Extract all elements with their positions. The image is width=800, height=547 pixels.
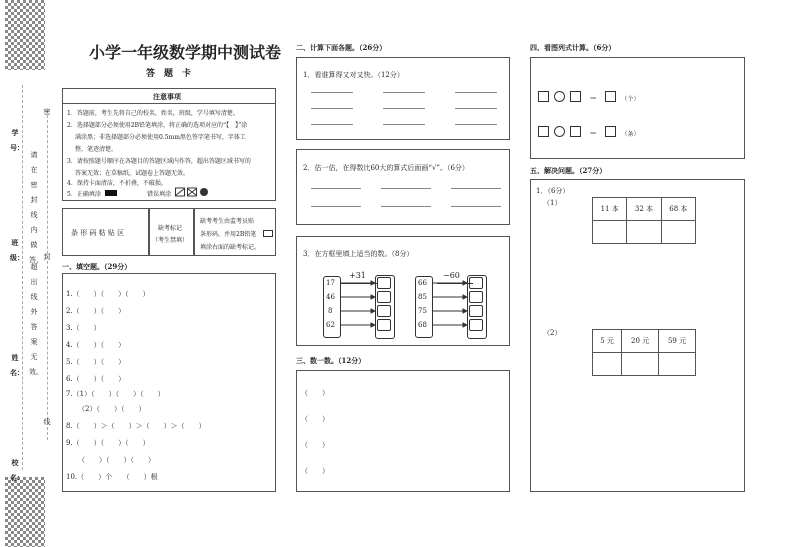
section1-title: 一、填空题。（29分） [62, 262, 132, 271]
q2-instruction: 2．估一估，在得数比60大的算式后面画“√”。（6分） [303, 164, 469, 172]
top-pattern-stripe [5, 0, 45, 70]
section4-title: 四、看图列式计算。（6分） [530, 43, 616, 52]
name-label: 姓名： [10, 353, 24, 377]
answer-box[interactable] [469, 291, 483, 303]
seal-char-xian: 线 [43, 418, 51, 426]
answer-box[interactable] [377, 277, 391, 289]
answer-box[interactable] [469, 305, 483, 317]
equals-sign: ＝ [589, 94, 598, 103]
table-cell: 20 元 [622, 330, 659, 353]
correct-fill-mark-icon [105, 190, 117, 196]
answer-box[interactable] [469, 319, 483, 331]
table-cell: 32 本 [627, 198, 661, 221]
section3-answer-box [296, 370, 510, 492]
group1-input-value: 8 [328, 307, 333, 315]
seal-char-feng: 封 [43, 253, 51, 261]
fill-blank-row[interactable]: 1.（ ）（ ）（ ） [66, 290, 150, 298]
group2-operator: −60 [443, 271, 460, 280]
fill-blank-row[interactable]: 4.（ ）（ ） [66, 341, 126, 349]
group1-arrows-icon [339, 276, 375, 336]
notice-item: 4．保持卡面清洁，不折叠，不破损。 [67, 180, 167, 187]
seal-char-mi: 密 [43, 108, 51, 116]
q1-instruction: 1．看谁算得又对又快。（12分） [303, 71, 404, 79]
fill-blank-row[interactable]: （ ）（ ）（ ） [78, 456, 155, 464]
school-label: 校名： [10, 458, 24, 482]
section1-answer-box [62, 273, 276, 492]
section2-q3-box [296, 236, 510, 346]
barcode-paste-area [62, 208, 149, 256]
sub-question-1: （1） [543, 199, 562, 207]
fill-blank-row[interactable]: 2.（ ）（ ） [66, 307, 126, 315]
fill-blank-row[interactable]: 3.（ ） [66, 324, 101, 332]
fill-wrong-label: 错误填涂 [147, 191, 172, 198]
section2-q1-box [296, 57, 510, 140]
notice-item: 答案无效；在草稿纸，试题卷上答题无效。 [75, 170, 190, 177]
fill-correct-label: 5．正确填涂 [67, 191, 101, 198]
answer-box[interactable] [377, 305, 391, 317]
notice-item: 整，笔迹清楚。 [75, 146, 118, 153]
table-books [592, 197, 696, 244]
section4-answer-box [530, 57, 745, 159]
sub-question-2: （2） [543, 329, 562, 337]
group2-input-value: 66 [418, 279, 427, 287]
notice-item: 3．请按照题号顺序在各题目的答题区域内作答，超出答题区域书写的 [67, 158, 251, 165]
fill-blank-row[interactable]: 10.（ ）个 （ ）根 [66, 473, 158, 481]
count-answer[interactable]: （ ） [301, 467, 329, 475]
equation-square[interactable] [538, 126, 549, 137]
absent-mark-label-cell [149, 208, 194, 256]
absent-fill-box[interactable] [263, 230, 273, 237]
table-cell: 59 元 [659, 330, 696, 353]
notice-item: 满涂黑；非选择题部分必须使用0.5mm黑色签字笔书写，字体工 [75, 134, 246, 141]
group1-operator: +31 [349, 271, 366, 280]
fill-blank-row[interactable]: 5.（ ）（ ） [66, 358, 126, 366]
warning-column-1: 请在密封线内做答， [29, 151, 43, 264]
group1-input-value: 17 [326, 279, 335, 287]
answer-box[interactable] [377, 291, 391, 303]
group2-input-value: 68 [418, 321, 427, 329]
group2-input-value: 75 [418, 307, 427, 315]
operator-circle[interactable] [554, 126, 565, 137]
equation-square[interactable] [605, 126, 616, 137]
section5-title: 五、解决问题。（27分） [530, 166, 607, 175]
absent-mark-note: （考生禁填） [152, 237, 189, 244]
table-cell: 5 元 [593, 330, 622, 353]
count-answer[interactable]: （ ） [301, 415, 329, 423]
notice-item: 1．答题前，考生先将自己的校名，姓名，班级，学号填写清楚。 [67, 110, 239, 117]
wrong-fill-marks-icon [175, 186, 211, 198]
section2-q2-box [296, 149, 510, 225]
absent-mark-label: 缺考标记 [158, 225, 183, 232]
q3-instruction: 3．在方框里填上适当的数。（8分） [303, 250, 414, 258]
answer-box[interactable] [469, 277, 483, 289]
warning-column-2: 超出线外答案无效。 [29, 263, 43, 376]
bottom-pattern-stripe [5, 477, 45, 547]
fill-blank-row[interactable]: （2）（ ）（ ） [78, 405, 146, 413]
answer-sheet-subtitle: 答 题 卡 [146, 69, 192, 79]
seal-dashed-line [47, 110, 48, 440]
table-prices [592, 329, 696, 376]
equation-square[interactable] [538, 91, 549, 102]
equation-row-1 [538, 86, 639, 105]
absent-mark-text: 条形码，并用2B铅笔 [200, 231, 257, 238]
notice-header: 注意事项 [153, 92, 181, 101]
absent-mark-instruction-cell [194, 208, 276, 256]
section5-answer-box [530, 179, 745, 492]
absent-mark-text: 缺考考生由监考员贴 [200, 218, 255, 225]
fill-blank-row[interactable]: 8.（ ）＞（ ）＞（ ）＞（ ） [66, 422, 206, 430]
count-answer[interactable]: （ ） [301, 441, 329, 449]
count-answer[interactable]: （ ） [301, 389, 329, 397]
notice-item: 2．选择题部分必须使用2B铅笔填涂，将正确的选项对应的“【 】”涂 [67, 122, 248, 129]
table-cell: 68 本 [661, 198, 695, 221]
group2-input-value: 85 [418, 293, 427, 301]
fill-blank-row[interactable]: 6.（ ）（ ） [66, 375, 126, 383]
group2-arrows-icon [431, 276, 467, 336]
page-title: 小学一年级数学期中测试卷 [89, 43, 282, 62]
unit-label: （个） [621, 96, 640, 103]
operator-circle[interactable] [554, 91, 565, 102]
equation-row-2 [538, 121, 639, 140]
fill-blank-row[interactable]: 7.（1）（ ）（ ）（ ） [66, 390, 165, 398]
class-label: 班级： [10, 238, 24, 262]
q1-label: 1．（6分） [536, 187, 570, 195]
absent-mark-text: 填涂右面的缺考标记。 [200, 244, 261, 251]
section2-title: 二、计算下面各题。（26分） [296, 43, 387, 52]
section3-title: 三、数一数。（12分） [296, 356, 366, 365]
equation-square[interactable] [570, 91, 581, 102]
fill-blank-row[interactable]: 9.（ ）（ ）（ ） [66, 439, 150, 447]
group1-input-value: 46 [326, 293, 335, 301]
equation-square[interactable] [605, 91, 616, 102]
barcode-area-label: 条 形 码 粘 贴 区 [71, 229, 125, 237]
notice-box [62, 88, 276, 201]
answer-box[interactable] [377, 319, 391, 331]
table-cell: 11 本 [593, 198, 627, 221]
group1-input-value: 62 [326, 321, 335, 329]
unit-label: （条） [621, 131, 640, 138]
equation-square[interactable] [570, 126, 581, 137]
equals-sign: ＝ [589, 129, 598, 138]
student-id-label: 学号： [10, 128, 24, 152]
